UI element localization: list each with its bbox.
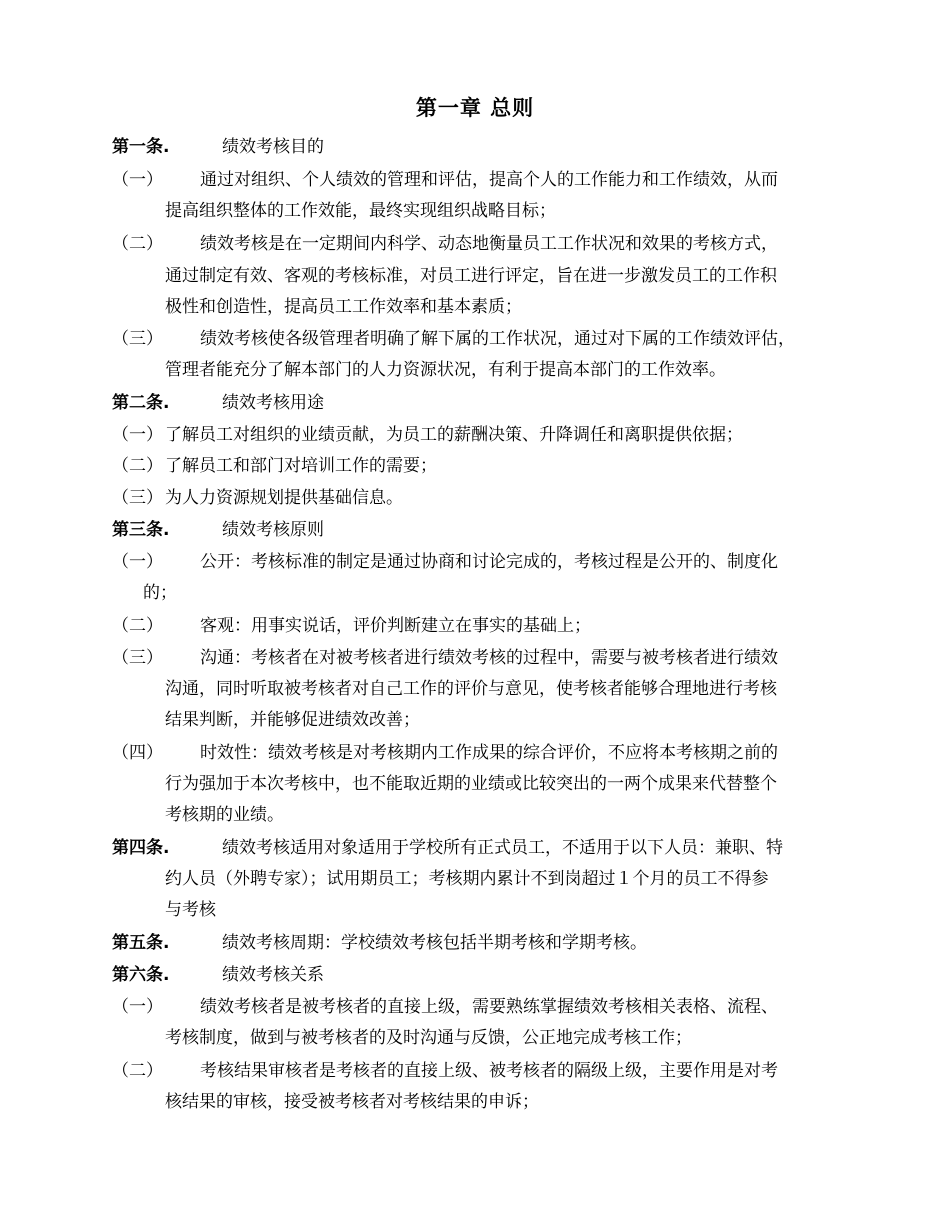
- item-text-line: 与考核: [165, 900, 216, 920]
- item-text-line: 了解员工对组织的业绩贡献，为员工的薪酬决策、升降调任和离职提供依据；: [165, 425, 743, 445]
- item-number: （一）: [112, 425, 163, 445]
- item-text-line: 沟通，同时听取被考核者对自己工作的评价与意见，使考核者能够合理地进行考核: [165, 679, 777, 699]
- item-number: （二）: [112, 616, 163, 636]
- item-text-line: 时效性：绩效考核是对考核期内工作成果的综合评价，不应将本考核期之前的: [200, 743, 778, 763]
- item-text-line: 约人员（外聘专家）；试用期员工；考核期内累计不到岗超过１个月的员工不得参: [165, 869, 769, 889]
- item-text-line: 公开：考核标准的制定是通过协商和讨论完成的，考核过程是公开的、制度化: [200, 552, 778, 572]
- article-4-heading: 绩效考核适用对象适用于学校所有正式员工，不适用于以下人员：兼职、特: [222, 838, 783, 858]
- item-text-line: 了解员工和部门对培训工作的需要；: [165, 456, 437, 476]
- article-2-heading: 绩效考核用途: [222, 393, 324, 413]
- item-text-line: 提高组织整体的工作效能，最终实现组织战略目标；: [165, 201, 556, 221]
- item-number: （二）: [112, 456, 163, 476]
- item-text-line: 的；: [143, 583, 177, 603]
- item-number: （三）: [112, 488, 163, 508]
- item-text-line: 考核制度，做到与被考核者的及时沟通与反馈，公正地完成考核工作；: [165, 1028, 692, 1048]
- item-text-line: 考核结果审核者是考核者的直接上级、被考核者的隔级上级，主要作用是对考: [200, 1061, 778, 1081]
- article-5-label: 第五条.: [112, 933, 170, 953]
- item-number: （二）: [112, 1061, 163, 1081]
- article-3-label: 第三条.: [112, 520, 170, 540]
- item-text-line: 客观：用事实说话，评价判断建立在事实的基础上；: [200, 616, 591, 636]
- item-text-line: 绩效考核是在一定期间内科学、动态地衡量员工工作状况和效果的考核方式，: [200, 234, 778, 254]
- article-3-heading: 绩效考核原则: [222, 520, 324, 540]
- article-5-heading: 绩效考核周期：学校绩效考核包括半期考核和学期考核。: [222, 933, 647, 953]
- article-6-label: 第六条.: [112, 965, 170, 985]
- item-text-line: 为人力资源规划提供基础信息。: [165, 488, 403, 508]
- article-2-label: 第二条.: [112, 393, 170, 413]
- item-text-line: 管理者能充分了解本部门的人力资源状况，有利于提高本部门的工作效率。: [165, 360, 726, 380]
- item-text-line: 考核期的业绩。: [165, 805, 284, 825]
- item-number: （四）: [112, 743, 163, 763]
- article-1-label: 第一条.: [112, 137, 170, 157]
- item-text-line: 绩效考核使各级管理者明确了解下属的工作状况，通过对下属的工作绩效评估，: [200, 329, 795, 349]
- item-text-line: 结果判断，并能够促进绩效改善；: [165, 710, 420, 730]
- item-number: （二）: [112, 234, 163, 254]
- item-number: （一）: [112, 552, 163, 572]
- item-number: （三）: [112, 329, 163, 349]
- article-4-label: 第四条.: [112, 838, 170, 858]
- item-number: （一）: [112, 997, 163, 1017]
- chapter-title: 第一章 总则: [415, 96, 535, 120]
- item-number: （三）: [112, 648, 163, 668]
- item-text-line: 极性和创造性，提高员工工作效率和基本素质；: [165, 297, 522, 317]
- item-text-line: 行为强加于本次考核中，也不能取近期的业绩或比较突出的一两个成果来代替整个: [165, 774, 777, 794]
- item-text-line: 沟通：考核者在对被考核者进行绩效考核的过程中，需要与被考核者进行绩效: [200, 648, 778, 668]
- item-text-line: 核结果的审核，接受被考核者对考核结果的申诉；: [165, 1092, 539, 1112]
- article-6-heading: 绩效考核关系: [222, 965, 324, 985]
- item-text-line: 通过对组织、个人绩效的管理和评估，提高个人的工作能力和工作绩效，从而: [200, 170, 778, 190]
- item-text-line: 绩效考核者是被考核者的直接上级，需要熟练掌握绩效考核相关表格、流程、: [200, 997, 778, 1017]
- item-number: （一）: [112, 170, 163, 190]
- article-1-heading: 绩效考核目的: [222, 137, 324, 157]
- item-text-line: 通过制定有效、客观的考核标准，对员工进行评定，旨在进一步激发员工的工作积: [165, 266, 777, 286]
